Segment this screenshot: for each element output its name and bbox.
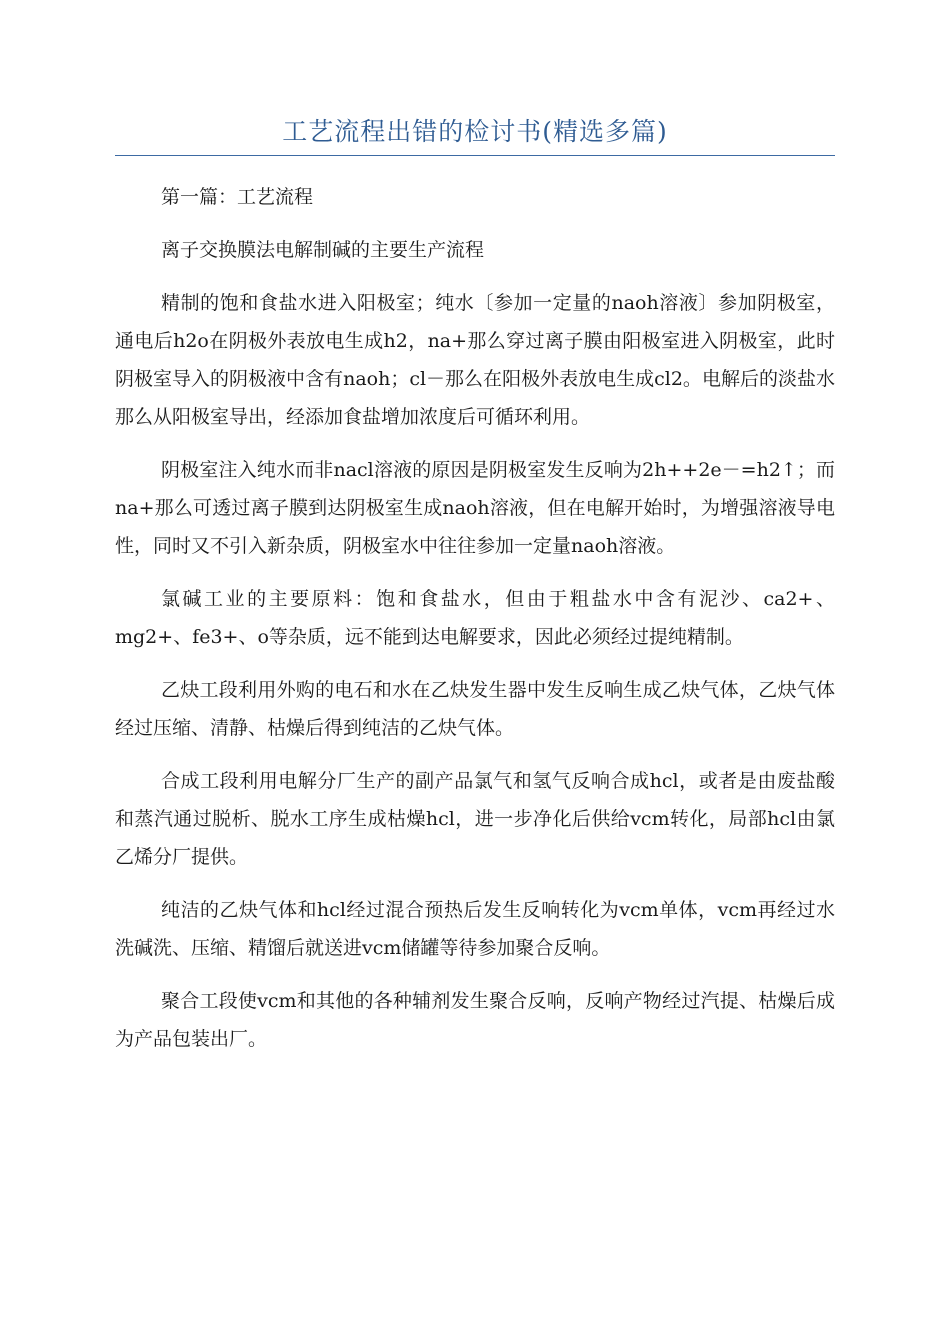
paragraph: 合成工段利用电解分厂生产的副产品氯气和氢气反响合成hcl，或者是由废盐酸和蒸汽通过脱析、脱水工序生成枯燥hcl，进一步净化后供给vcm转化，局部hcl由氯乙烯分厂提供。 xyxy=(115,770,835,868)
paragraph: 纯洁的乙炔气体和hcl经过混合预热后发生反响转化为vcm单体，vcm再经过水洗碱洗、压缩、精馏后就送进vcm储罐等待参加聚合反响。 xyxy=(115,899,835,959)
paragraph: 乙炔工段利用外购的电石和水在乙炔发生器中发生反响生成乙炔气体，乙炔气体经过压缩、清静、枯燥后得到纯洁的乙炔气体。 xyxy=(115,679,835,739)
paragraph: 氯碱工业的主要原料：饱和食盐水，但由于粗盐水中含有泥沙、ca2+、mg2+、fe3+、o等杂质，远不能到达电解要求，因此必须经过提纯精制。 xyxy=(115,588,835,648)
document-page xyxy=(115,0,835,1058)
title-underline xyxy=(115,155,835,156)
paragraph: 精制的饱和食盐水进入阳极室；纯水〔参加一定量的naoh溶液〕参加阴极室，通电后h2o在阴极外表放电生成h2，na+那么穿过离子膜由阳极室进入阴极室，此时阴极室导入的阴极液中含有naoh；cl－那么在阳极外表放电生成cl2。电解后的淡盐水那么从阳极室导出，经添加食盐增加浓度后可循环利用。 xyxy=(115,292,835,428)
section-subheading: 离子交换膜法电解制碱的主要生产流程 xyxy=(161,239,485,261)
document-title: 工艺流程出错的检讨书(精选多篇) xyxy=(282,117,668,146)
section-heading: 第一篇：工艺流程 xyxy=(161,186,314,208)
paragraph: 聚合工段使vcm和其他的各种辅剂发生聚合反响，反响产物经过汽提、枯燥后成为产品包装出厂。 xyxy=(115,990,835,1050)
paragraph: 阴极室注入纯水而非nacl溶液的原因是阴极室发生反响为2h++2e－=h2↑；而na+那么可透过离子膜到达阴极室生成naoh溶液，但在电解开始时，为增强溶液导电性，同时又不引入新杂质，阴极室水中往往参加一定量naoh溶液。 xyxy=(115,459,835,557)
